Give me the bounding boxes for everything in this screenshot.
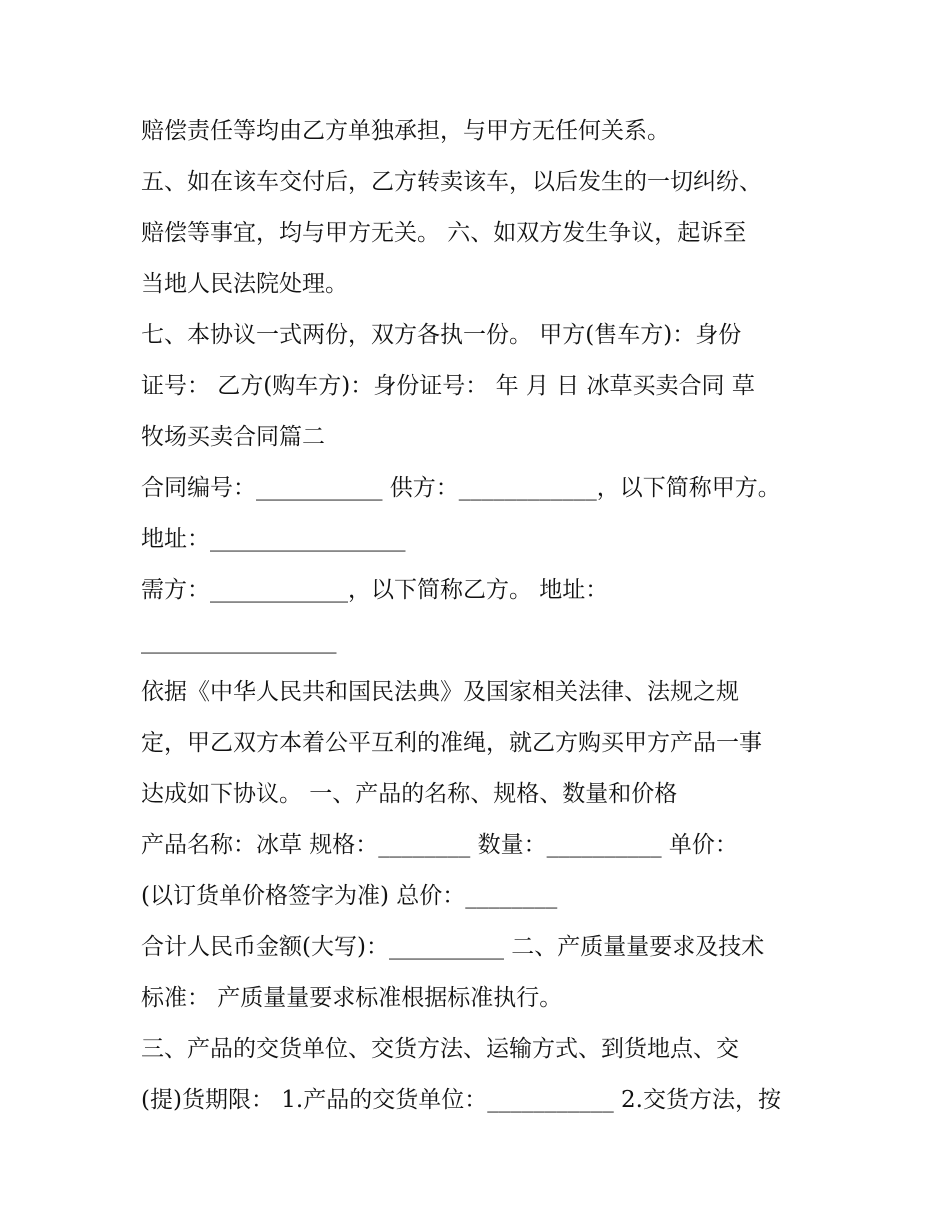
- text-line: _________________: [141, 628, 337, 654]
- text-line: (提)货期限： 1.产品的交货单位：___________ 2.交货方法，按: [141, 1087, 781, 1113]
- text-line: 赔偿责任等均由乙方单独承担，与甲方无任何关系。: [141, 118, 670, 144]
- text-line: 定，甲乙双方本着公平互利的准绳，就乙方购买甲方产品一事: [141, 730, 762, 756]
- text-line: 标准： 产质量量要求标准根据标准执行。: [141, 985, 563, 1011]
- text-line: (以订货单价格签字为准) 总价：________: [141, 883, 558, 909]
- text-line: 三、产品的交货单位、交货方法、运输方式、到货地点、交: [141, 1036, 739, 1062]
- text-line: 需方：____________，以下简称乙方。 地址：: [141, 577, 609, 603]
- text-line: 五、如在该车交付后，乙方转卖该车，以后发生的一切纠纷、: [141, 169, 762, 195]
- document-body: [141, 106, 821, 1126]
- text-line: 达成如下协议。 一、产品的名称、规格、数量和价格: [141, 781, 678, 807]
- text-line: 合同编号：___________ 供方：____________，以下简称甲方。: [141, 475, 781, 501]
- text-line: 牧场买卖合同篇二: [141, 424, 325, 450]
- text-line: 地址：_________________: [141, 526, 406, 552]
- text-line: 当地人民法院处理。: [141, 271, 348, 297]
- text-line: 合计人民币金额(大写)：__________ 二、产质量量要求及技术: [141, 934, 765, 960]
- text-line: 证号： 乙方(购车方)：身份证号： 年 月 日 冰草买卖合同 草: [141, 373, 755, 399]
- text-line: 赔偿等事宜，均与甲方无关。 六、如双方发生争议，起诉至: [141, 220, 747, 246]
- text-line: 依据《中华人民共和国民法典》及国家相关法律、法规之规: [141, 679, 739, 705]
- text-line: 产品名称：冰草 规格：________ 数量：__________ 单价：: [141, 832, 738, 858]
- text-line: 七、本协议一式两份，双方各执一份。 甲方(售车方)：身份: [141, 322, 742, 348]
